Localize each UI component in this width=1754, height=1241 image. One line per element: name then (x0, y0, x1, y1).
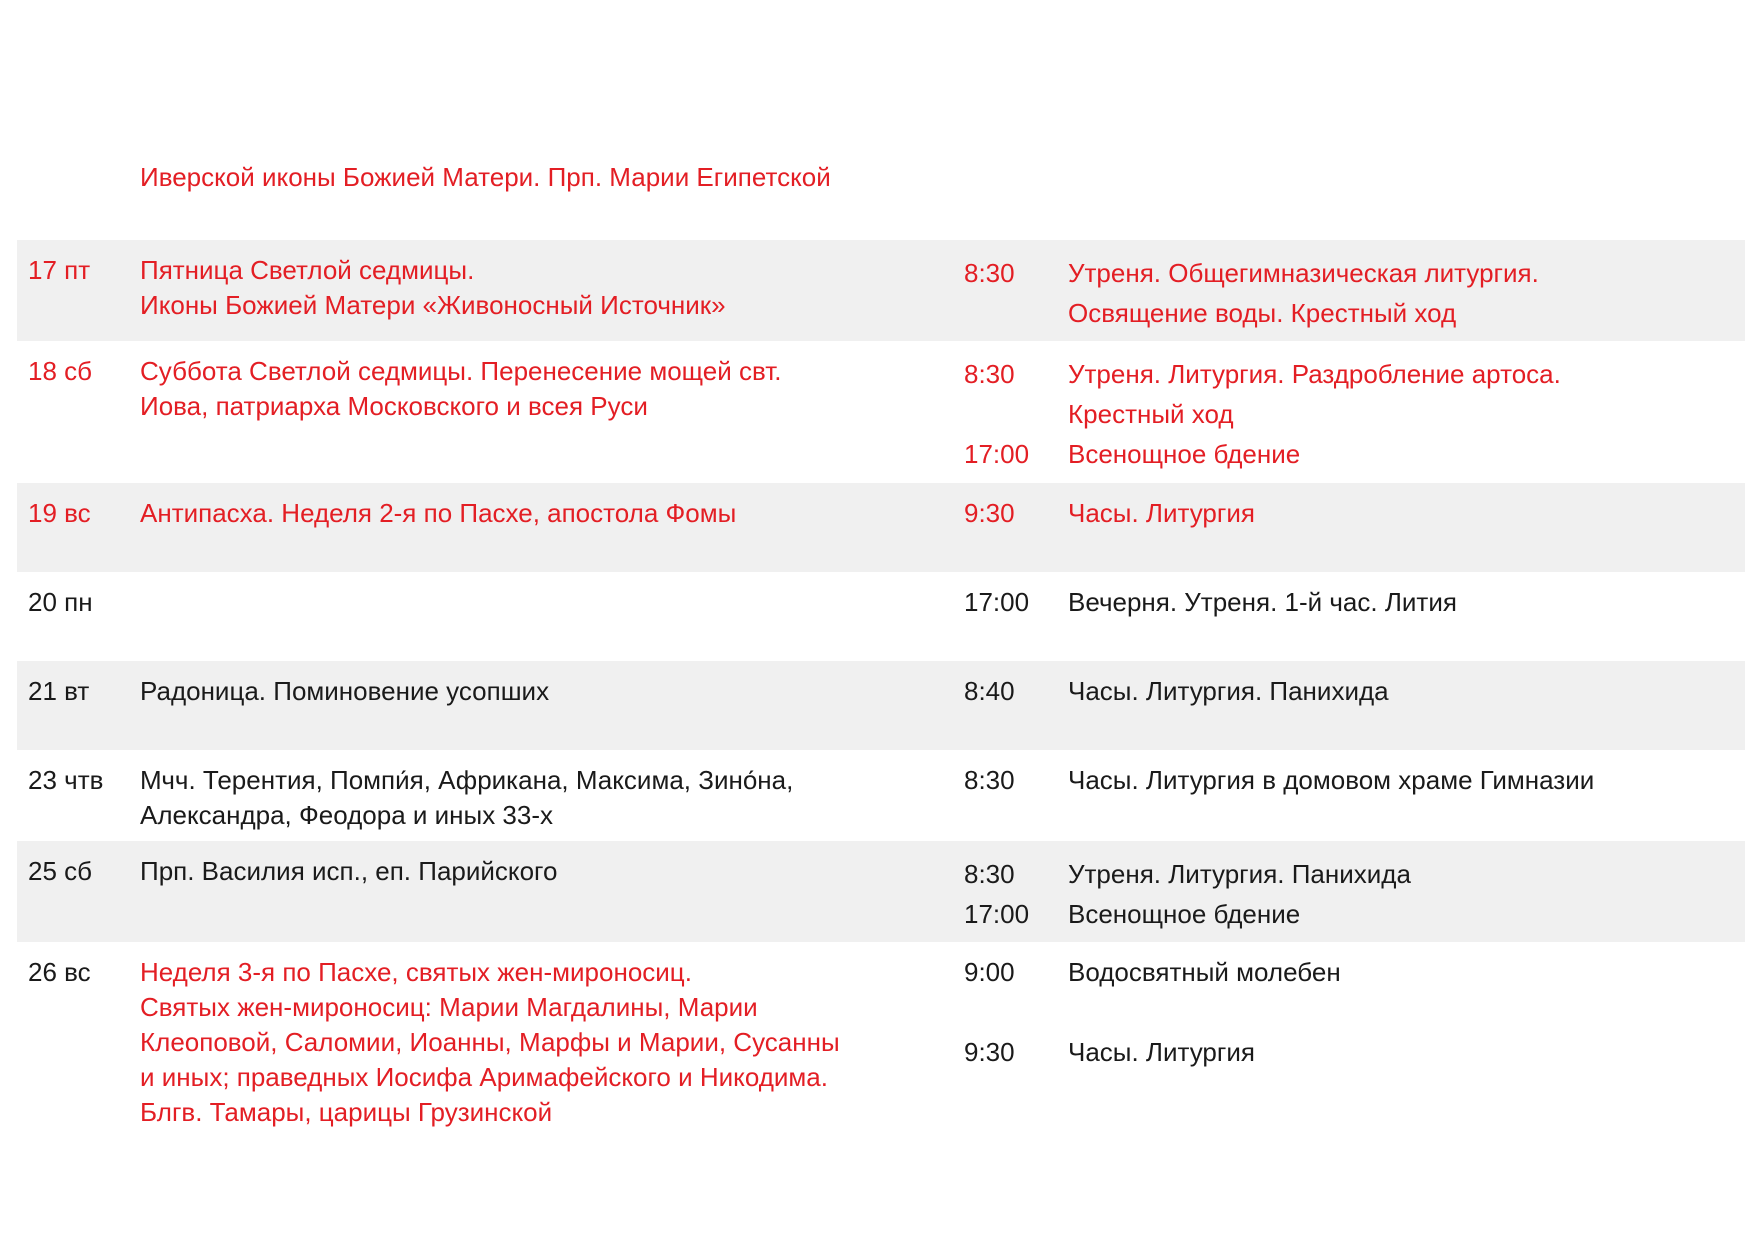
row-feast (140, 955, 940, 1130)
row-feast (140, 253, 940, 323)
service-time: 8:40 (964, 676, 1015, 706)
schedule-row (17, 750, 1745, 841)
service-entry (964, 354, 1744, 434)
service-line: Утреня. Общегимназическая литургия. (1068, 258, 1539, 288)
service-line: Всенощное бдение (1068, 899, 1301, 929)
row-date: 21 вт (28, 676, 90, 706)
feast-line: Иова, патриарха Московского и всея Руси (140, 391, 648, 421)
service-entry (964, 253, 1744, 333)
row-date: 23 чтв (28, 765, 104, 795)
schedule-row (17, 572, 1745, 661)
service-line: Часы. Литургия. Панихида (1068, 676, 1389, 706)
row-services (964, 955, 1744, 1070)
service-time: 17:00 (964, 439, 1030, 469)
service-time: 17:00 (964, 587, 1030, 617)
feast-line: Пятница Светлой седмицы. (140, 255, 475, 285)
service-entry (964, 894, 1744, 934)
service-line: Крестный ход (1068, 399, 1234, 429)
feast-line: Клеоповой, Саломии, Иоанны, Марфы и Марии, Сусанны (140, 1027, 840, 1057)
schedule-row (17, 483, 1745, 572)
service-line: Утреня. Литургия. Панихида (1068, 859, 1411, 889)
feast-line: Святых жен-мироносиц: Марии Магдалины, Марии (140, 992, 758, 1022)
feast-line: Радоница. Поминовение усопших (140, 676, 550, 706)
schedule-row (17, 661, 1745, 750)
schedule-row (17, 341, 1745, 483)
row-date: 26 вс (28, 957, 91, 987)
row-date: 19 вс (28, 498, 91, 528)
feast-line: Неделя 3-я по Пасхе, святых жен-мироносиц. (140, 957, 692, 987)
feast-line: Мчч. Терентия, Помпи́я, Африкана, Максима, Зино́на, (140, 765, 794, 795)
service-line: Освящение воды. Крестный ход (1068, 298, 1457, 328)
service-entry (964, 1035, 1744, 1070)
service-entry (964, 674, 1744, 709)
feast-line: Антипасха. Неделя 2-я по Пасхе, апостола Фомы (140, 498, 737, 528)
service-time: 17:00 (964, 899, 1030, 929)
service-line: Часы. Литургия (1068, 498, 1255, 528)
feast-line: Суббота Светлой седмицы. Перенесение мощей свт. (140, 356, 782, 386)
service-line: Утреня. Литургия. Раздробление артоса. (1068, 359, 1561, 389)
row-feast (140, 354, 940, 424)
row-services (964, 585, 1744, 620)
row-services (964, 674, 1744, 709)
row-date: 18 сб (28, 356, 93, 386)
service-entry (964, 955, 1744, 990)
service-line: Вечерня. Утреня. 1-й час. Лития (1068, 587, 1457, 617)
service-time: 8:30 (964, 859, 1015, 889)
feast-line: Блгв. Тамары, царицы Грузинской (140, 1097, 553, 1127)
service-entry (964, 854, 1744, 894)
row-feast (140, 496, 940, 531)
intro-line: Иверской иконы Божией Матери. Прп. Марии Египетской (140, 162, 831, 192)
feast-line: и иных; праведных Иосифа Аримафейского и Никодима. (140, 1062, 828, 1092)
service-time: 9:30 (964, 1037, 1015, 1067)
service-time: 9:30 (964, 498, 1015, 528)
service-line: Часы. Литургия в домовом храме Гимназии (1068, 765, 1595, 795)
feast-line: Александра, Феодора и иных 33-х (140, 800, 554, 830)
row-services (964, 354, 1744, 474)
row-feast (140, 854, 940, 889)
feast-line: Иконы Божией Матери «Живоносный Источник» (140, 290, 726, 320)
service-time: 8:30 (964, 765, 1015, 795)
schedule-row (17, 240, 1745, 341)
service-line: Водосвятный молебен (1068, 957, 1341, 987)
schedule-table (17, 240, 1745, 1142)
service-line: Часы. Литургия (1068, 1037, 1255, 1067)
service-line: Всенощное бдение (1068, 439, 1301, 469)
service-time: 8:30 (964, 359, 1015, 389)
row-services (964, 253, 1744, 333)
service-entry (964, 434, 1744, 474)
row-date: 20 пн (28, 587, 93, 617)
service-time: 9:00 (964, 957, 1015, 987)
row-date: 17 пт (28, 255, 91, 285)
schedule-row (17, 841, 1745, 942)
row-services (964, 854, 1744, 934)
row-feast (140, 674, 940, 709)
row-services (964, 763, 1744, 798)
service-time: 8:30 (964, 258, 1015, 288)
service-entry (964, 763, 1744, 798)
feast-line: Прп. Василия исп., еп. Парийского (140, 856, 558, 886)
row-date: 25 сб (28, 856, 93, 886)
service-entry (964, 496, 1744, 531)
row-feast (140, 763, 940, 833)
row-services (964, 496, 1744, 531)
service-entry (964, 585, 1744, 620)
schedule-row (17, 942, 1745, 1142)
